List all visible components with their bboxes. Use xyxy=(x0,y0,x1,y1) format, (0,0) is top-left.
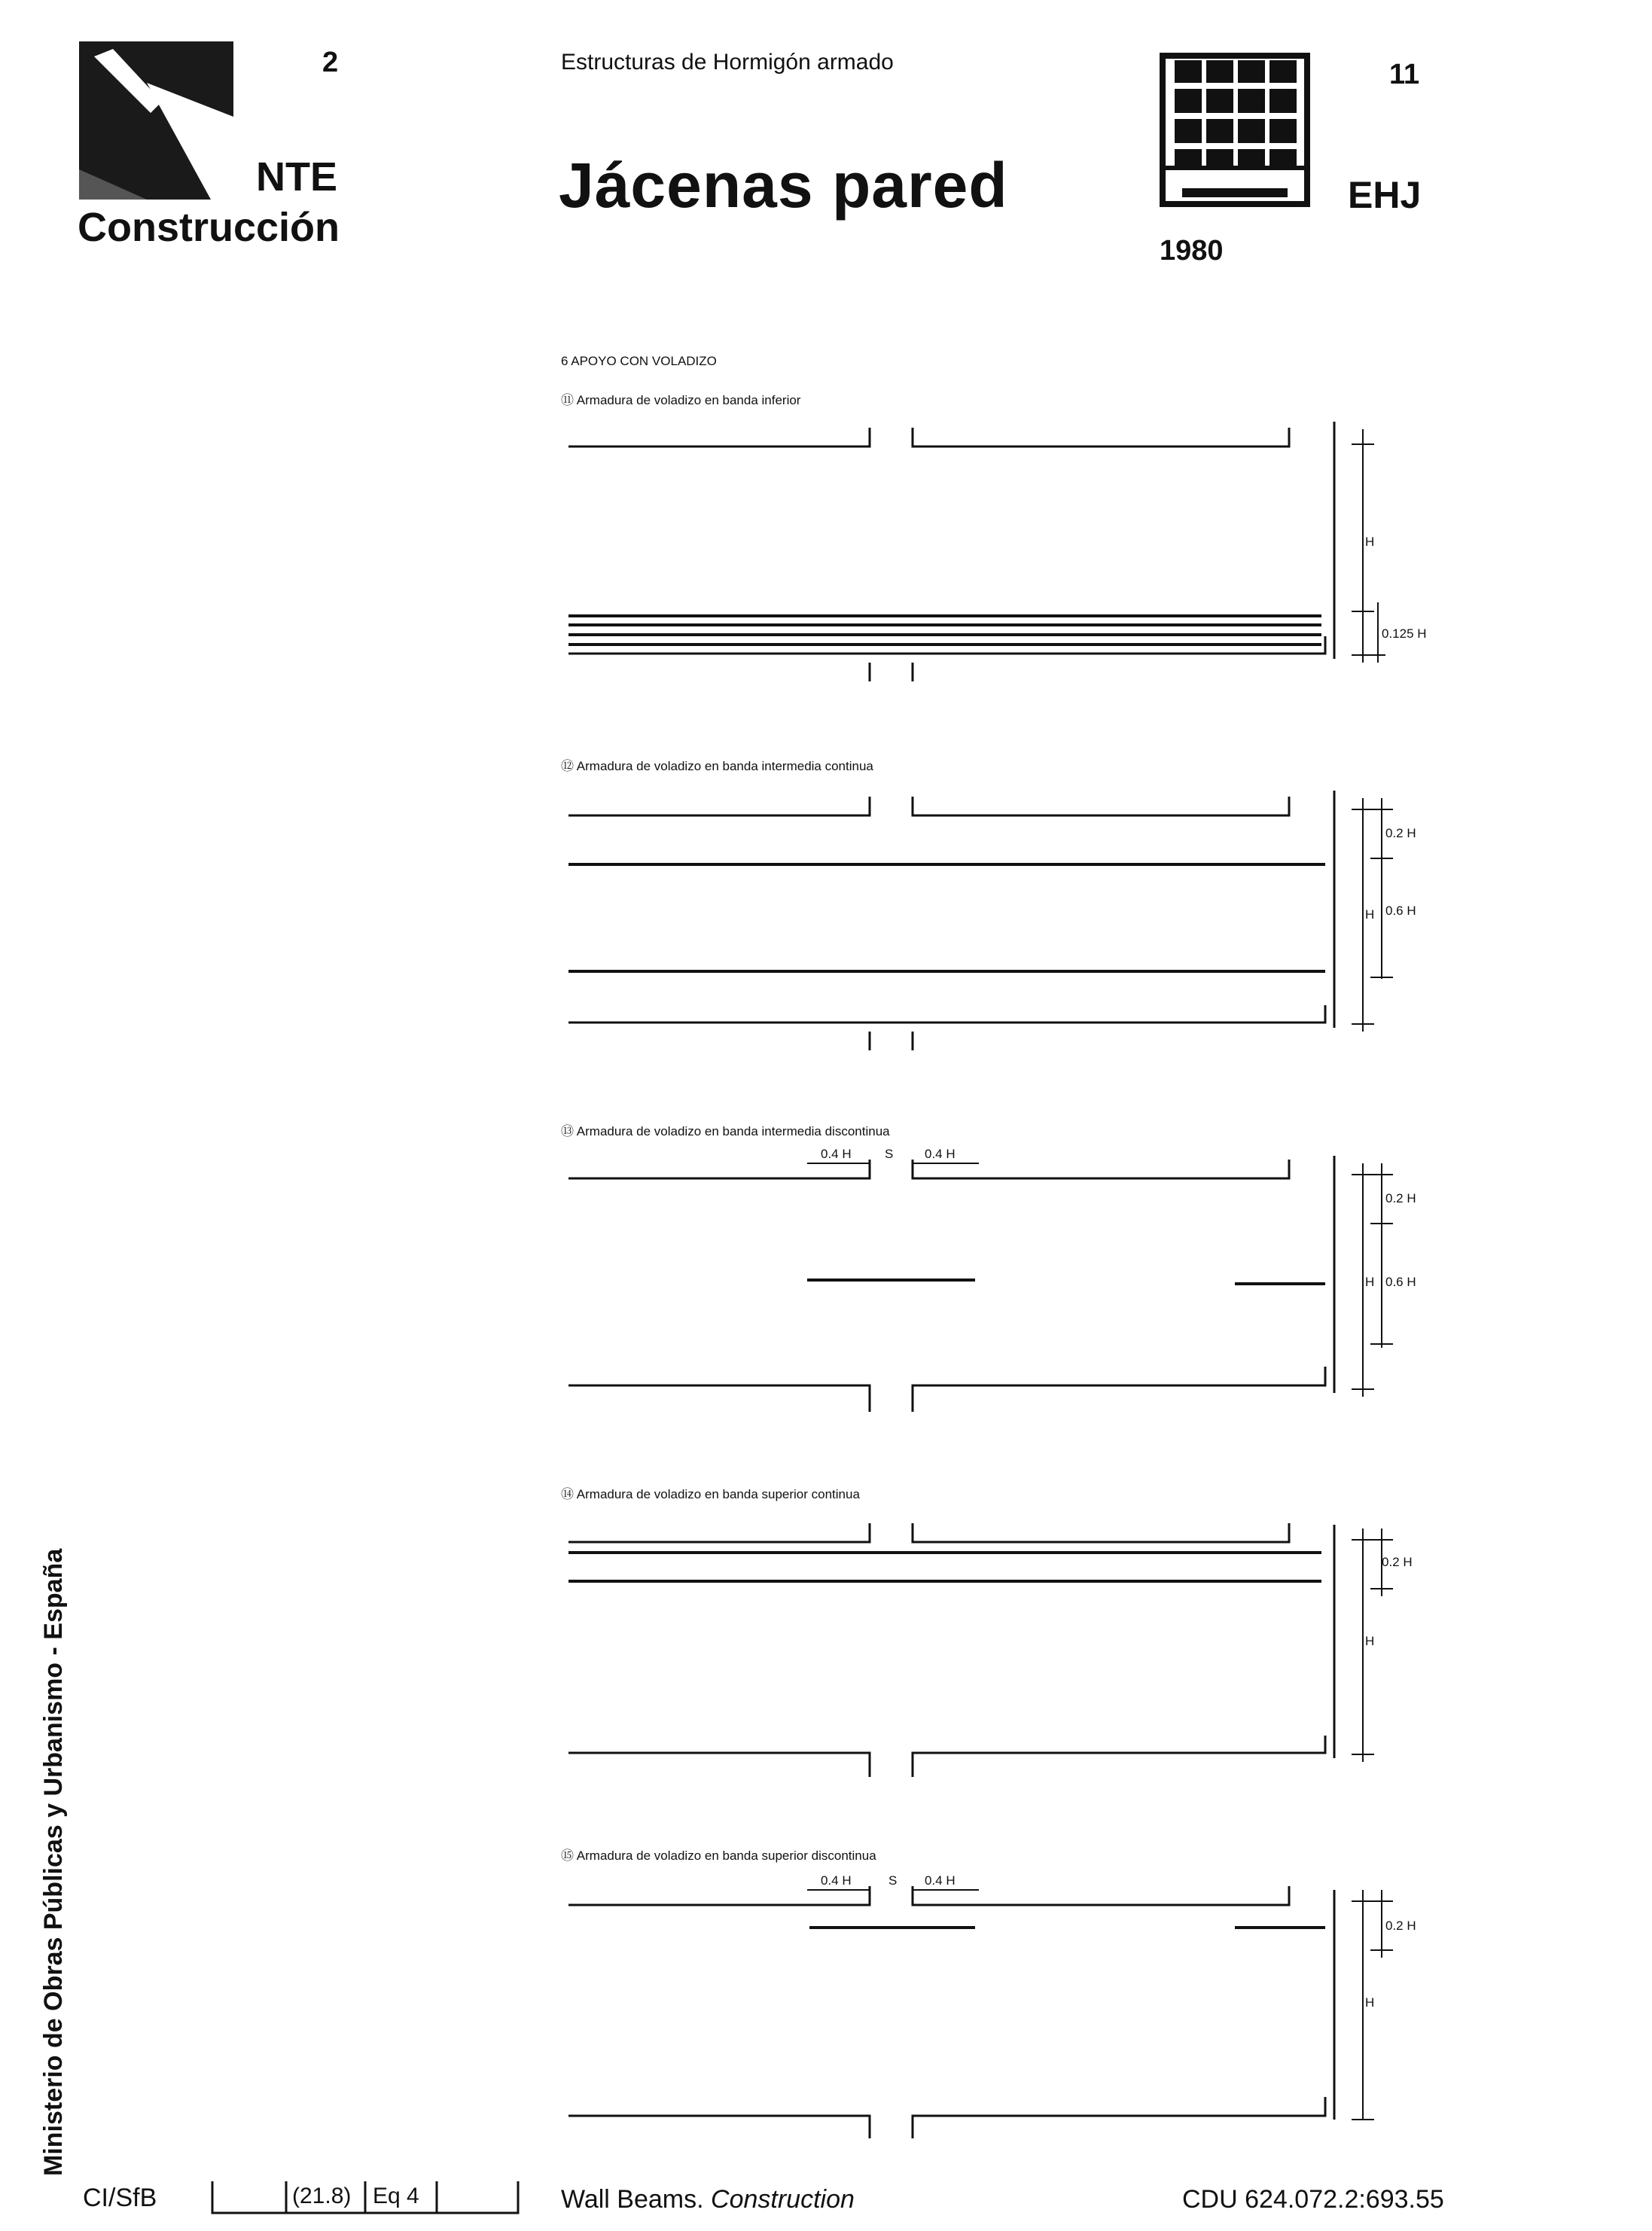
english-title-main: Wall Beams. xyxy=(561,2185,704,2214)
dim-label: H xyxy=(1365,1634,1375,1648)
figure-12-drawing xyxy=(568,791,1393,1050)
dim-label: 0.6 H xyxy=(1385,904,1416,918)
dim-label: 0.2 H xyxy=(1385,1191,1416,1205)
cdu-code: CDU 624.072.2:693.55 xyxy=(1182,2185,1444,2214)
dim-label: H xyxy=(1365,1275,1375,1289)
figure-14-caption: ⑭ Armadura de voladizo en banda superior continua xyxy=(561,1487,860,1501)
dim-label: 0.125 H xyxy=(1382,626,1427,641)
classification-1: (21.8) xyxy=(292,2184,352,2208)
category-label: Estructuras de Hormigón armado xyxy=(561,50,894,75)
figure-14-drawing xyxy=(568,1523,1393,1777)
logo-nte: NTE xyxy=(256,154,337,200)
dim-label: H xyxy=(1365,1995,1375,2010)
figure-15-drawing xyxy=(568,1886,1393,2138)
figure-11-drawing xyxy=(568,422,1385,681)
top-dim-label: 0.4 H xyxy=(925,1147,956,1161)
top-dim-label: S xyxy=(885,1147,894,1161)
cisfb-boxes xyxy=(211,2180,520,2216)
figure-13-caption: ⑬ Armadura de voladizo en banda intermedia discontinua xyxy=(561,1124,890,1138)
dim-label: 0.6 H xyxy=(1385,1275,1416,1289)
top-dim-label: 0.4 H xyxy=(821,1873,852,1888)
dim-label: 0.2 H xyxy=(1382,1555,1413,1569)
dim-label: H xyxy=(1365,907,1375,922)
dim-label: H xyxy=(1365,535,1375,549)
dim-label: 0.2 H xyxy=(1385,826,1416,840)
top-dim-label: S xyxy=(888,1873,898,1888)
page-number: 11 xyxy=(1389,59,1420,90)
page-title: Jácenas pared xyxy=(559,150,1008,221)
figure-12-caption: ⑫ Armadura de voladizo en banda intermedia continua xyxy=(561,759,873,773)
top-dim-label: 0.4 H xyxy=(925,1873,956,1888)
sheet-number: 2 xyxy=(322,47,339,78)
figure-11-caption: ⑪ Armadura de voladizo en banda inferior xyxy=(561,393,801,407)
english-title xyxy=(561,2185,855,2214)
figure-13-drawing xyxy=(568,1156,1393,1412)
figure-15-caption: ⑮ Armadura de voladizo en banda superior discontinua xyxy=(561,1848,876,1863)
section-label: 6 APOYO CON VOLADIZO xyxy=(561,354,717,368)
top-dim-label: 0.4 H xyxy=(821,1147,852,1161)
dim-label: 0.2 H xyxy=(1385,1919,1416,1933)
logo-construccion: Construcción xyxy=(78,205,340,250)
classification-2: Eq 4 xyxy=(373,2184,419,2208)
cisfb-label: CI/SfB xyxy=(83,2184,157,2212)
year: 1980 xyxy=(1160,235,1224,267)
document-code: EHJ xyxy=(1348,174,1422,216)
english-title-italic: Construction xyxy=(711,2185,855,2214)
ministry-side-text: Ministerio de Obras Públicas y Urbanismo - España xyxy=(39,1548,68,2176)
